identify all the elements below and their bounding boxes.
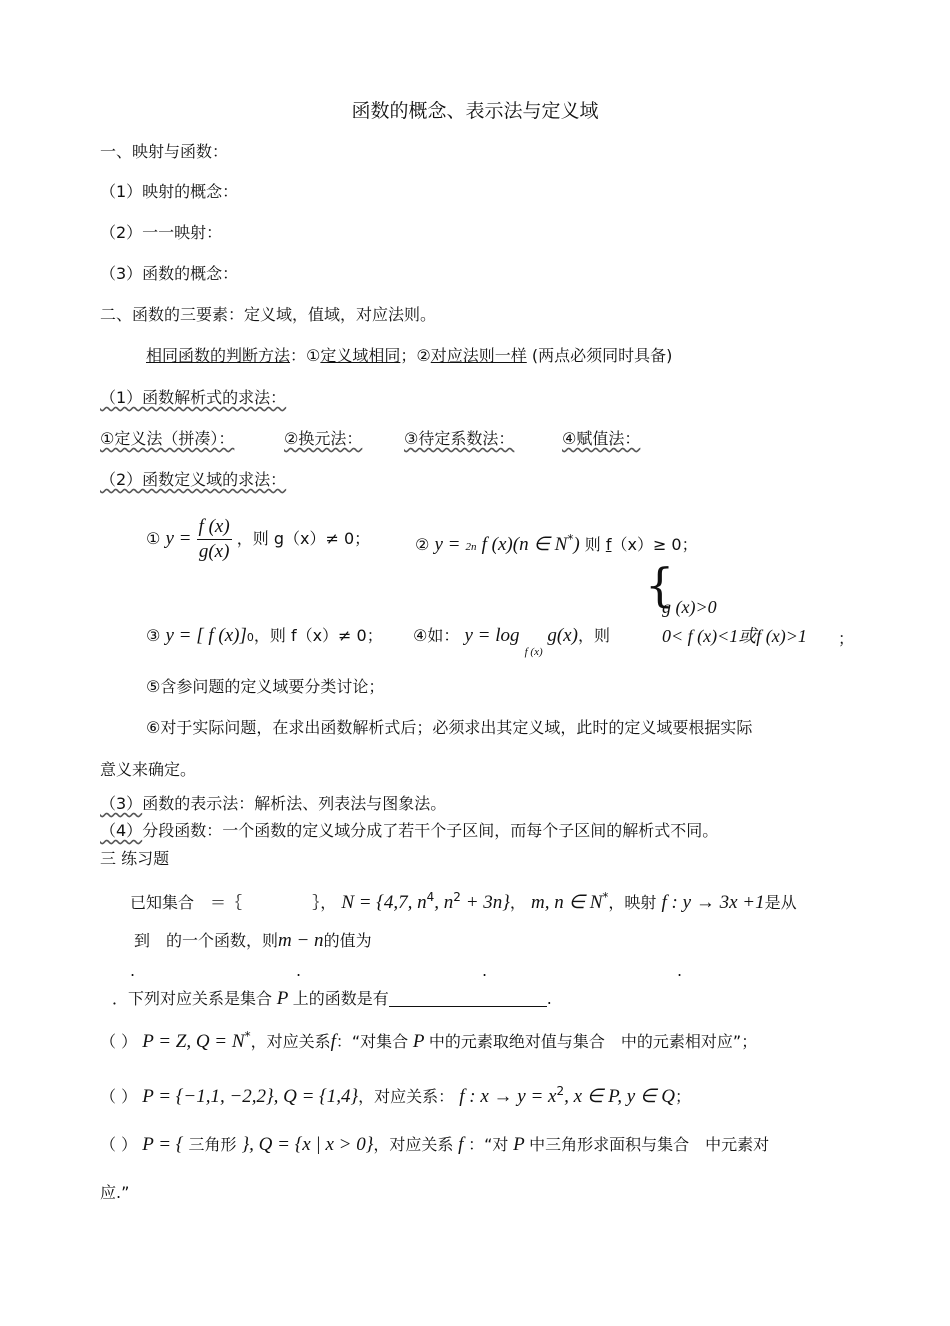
subheading-domain-methods: （2）函数定义域的求法： [100, 470, 287, 489]
opt3-triangle: 三角形 [183, 1135, 242, 1154]
piecewise-function [100, 820, 718, 842]
choice-dot-a: . [130, 961, 136, 980]
ex1-m-minus-n: m − n [278, 930, 324, 951]
section-2-heading: 二、函数的三要素：定义域，值域，对应法则。 [100, 305, 437, 324]
ex1-mapping: f : y → 3x +1 [661, 892, 765, 913]
choice-dot-d: . [677, 961, 683, 980]
rule-2-cond-pre: 则 [579, 535, 606, 554]
ex2-c: 上的函数是有 [292, 989, 389, 1008]
opt2-end: ； [674, 1087, 691, 1106]
opt3-expr-1: P = { [142, 1134, 184, 1155]
same-function-tail: (两点必须同时具备) [526, 346, 673, 365]
opt1-f: f [330, 1031, 336, 1052]
opt2-map-2: , x ∈ P, y ∈ Q [564, 1086, 675, 1107]
system-brace: { [645, 558, 675, 612]
opt1-text-2: ：“对集合 [335, 1032, 409, 1051]
ex1-b: ｝， [312, 893, 337, 912]
rule-4-mark: ④如： [413, 626, 460, 645]
opt3-text-2: ：“对 [468, 1135, 509, 1154]
section-1-item-2: （2）一一映射： [100, 223, 223, 242]
opt3-p: P [508, 1134, 530, 1155]
opt3-text-1: ，对应关系 [373, 1135, 454, 1154]
opt2-sup: 2 [556, 1084, 565, 1098]
rule-1-fraction [197, 515, 232, 564]
choice-dot-c: . [482, 961, 488, 980]
same-function-sep: ：① [290, 346, 321, 365]
answer-blank[interactable] [389, 988, 547, 1007]
rule-4-lhs: y = log [464, 625, 520, 646]
opt1-text-1: ，对应关系 [250, 1032, 331, 1051]
method-1: ①定义法（拼凑）： [100, 429, 235, 448]
rule-2-root-index: 2n [465, 541, 477, 553]
opt1-p: P [408, 1031, 429, 1052]
same-function-sep-2: ；② [400, 346, 431, 365]
domain-rule-5: ⑤含参问题的定义域要分类讨论； [146, 677, 385, 696]
section-1-item-1: （1）映射的概念： [100, 182, 239, 201]
choice-dot-b: . [296, 961, 302, 980]
rule-1-numerator: f (x) [197, 515, 232, 540]
opt2-text-1: ，对应关系： [358, 1087, 455, 1106]
rule-1-mark: ① [146, 529, 161, 548]
rule-2-lhs: y = [434, 534, 461, 555]
ex1-star: * [602, 890, 609, 904]
piecewise-text: 分段函数：一个函数的定义域分成了若干个子区间，而每个子区间的解析式不同。 [142, 821, 719, 840]
ex1-f: ，映射 [608, 893, 657, 912]
rule-2-expression: f (x)(n ∈ N [481, 534, 568, 555]
exercise-2 [112, 988, 552, 1010]
ex1-h: 是从 [764, 893, 797, 912]
domain-rule-2 [415, 528, 698, 558]
opt2-expr: P = {−1,1, −2,2}, Q = {1,4} [142, 1086, 359, 1107]
same-function-lead: 相同函数的判断方法 [146, 346, 291, 365]
method-2: ②换元法： [284, 429, 363, 448]
rule-4-system-line-1: g (x)>0 [662, 597, 717, 617]
rule-2-cond-post: （x）≥ 0； [611, 535, 698, 554]
section-3-heading: 三 练习题 [100, 849, 170, 868]
ex1-sup-4: 4 [426, 890, 435, 904]
opt1-text-3: 中的元素取绝对值与集合 中的元素相对应”； [428, 1032, 758, 1051]
opt2-paren: （ ） [100, 1087, 138, 1106]
domain-rule-6-continued: 意义来确定。 [100, 760, 197, 779]
exercise-1-line-2 [134, 930, 372, 952]
rule-4-end: ； [838, 629, 855, 648]
opt1-expr: P = Z, Q = N [142, 1031, 245, 1052]
rule-3-exponent: 0 [246, 631, 254, 644]
exercise-2-option-3-continued: 应.” [100, 1183, 130, 1202]
same-function-cond-1: 定义域相同 [320, 346, 401, 365]
domain-rule-3 [146, 625, 383, 649]
ex2-d: . [546, 989, 552, 1008]
representation-num: （3） [100, 794, 143, 813]
opt3-f: f [453, 1134, 469, 1155]
rule-3-mark: ③ [146, 626, 161, 645]
rule-2-mark: ② [415, 535, 430, 554]
opt3-text-3: 中三角形求面积与集合 中元素对 [529, 1135, 770, 1154]
rule-2-close: ) [573, 534, 580, 555]
same-function-rule [146, 345, 672, 367]
rule-1-denominator: g(x) [198, 541, 230, 562]
exercise-2-option-2 [100, 1080, 691, 1108]
opt1-star: * [244, 1029, 251, 1043]
subheading-expression-methods: （1）函数解析式的求法： [100, 388, 287, 407]
ex1-d: ， [509, 893, 526, 912]
ex1-set-n3: + 3n} [460, 892, 510, 913]
representation-text: 函数的表示法：解析法、列表法与图象法。 [142, 794, 447, 813]
page-title: 函数的概念、表示法与定义域 [351, 100, 599, 122]
ex2-p: P [272, 988, 293, 1009]
ex1-sup-2: 2 [453, 890, 461, 904]
piecewise-num: （4） [100, 821, 143, 840]
same-function-cond-2: 对应法则一样 [430, 346, 527, 365]
rule-1-lhs: y = [165, 528, 192, 549]
exercise-2-option-3 [100, 1134, 769, 1156]
ex1-set-n2: , n [434, 892, 454, 913]
rule-4-arg: g(x) [542, 625, 578, 646]
exercise-1-line-1 [130, 886, 797, 914]
ex1-set-n: N = {4,7, n [341, 892, 427, 913]
opt1-paren: （ ） [100, 1032, 138, 1051]
section-1-item-3: （3）函数的概念： [100, 264, 239, 283]
rule-2-star: * [567, 532, 574, 546]
ex1-line2-a: 到 的一个函数，则 [134, 931, 279, 950]
rule-4-condition: ，则 [577, 626, 610, 645]
ex1-mn: m, n ∈ N [530, 892, 603, 913]
method-3: ③待定系数法： [404, 429, 515, 448]
opt3-expr-2: }, Q = {x | x > 0} [241, 1134, 374, 1155]
rule-2-cond-f: f [605, 535, 612, 554]
rule-4-system-line-2: 0< f (x)<1或f (x)>1 [662, 626, 807, 646]
domain-rule-6: ⑥对于实际问题，在求出函数解析式后；必须求出其定义域，此时的定义域要根据实际 [146, 718, 753, 737]
opt3-paren: （ ） [100, 1135, 138, 1154]
opt2-map: f : x → y = x [459, 1086, 557, 1107]
method-4: ④赋值法： [562, 429, 641, 448]
rule-4-base: f (x) [524, 646, 543, 658]
rule-3-lhs: y = [ f (x)] [165, 625, 247, 646]
domain-rule-4 [413, 625, 610, 663]
domain-rule-1 [146, 512, 370, 566]
ex1-line2-c: 的值为 [323, 931, 372, 950]
rule-1-condition: ，则 g（x）≠ 0； [236, 529, 371, 548]
ex1-a: 已知集合 ＝｛ [130, 893, 243, 912]
exercise-2-option-1 [100, 1025, 757, 1053]
representation-methods [100, 793, 446, 815]
section-1-heading: 一、映射与函数： [100, 142, 229, 161]
rule-3-condition: ，则 f（x）≠ 0； [253, 626, 383, 645]
ex2-a: ．下列对应关系是集合 [112, 989, 273, 1008]
